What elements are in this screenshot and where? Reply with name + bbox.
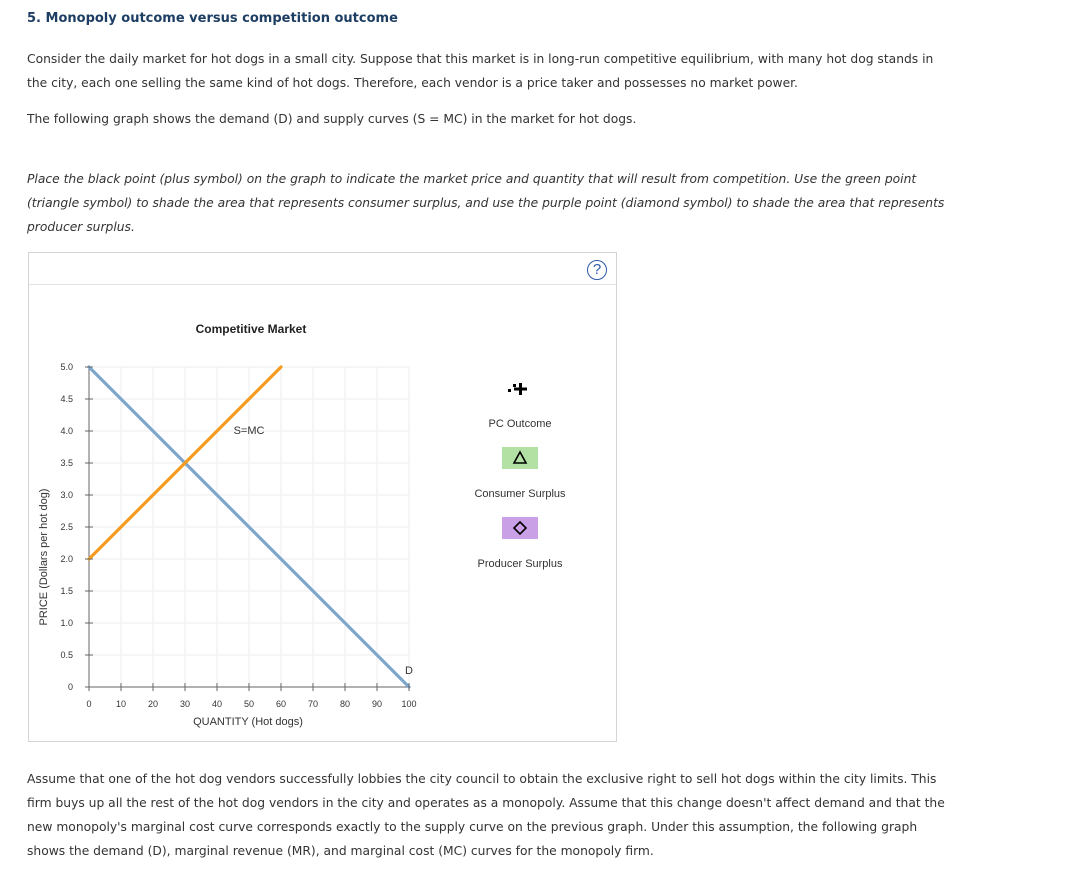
y-tick-label: 2.0 [60, 554, 73, 564]
y-tick-label: 4.5 [60, 394, 73, 404]
x-tick-label: 50 [243, 699, 255, 709]
plus-icon [508, 383, 527, 395]
supply-curve-label: S=MC [233, 425, 265, 438]
pc-outcome-tool[interactable] [489, 383, 552, 430]
y-tick-label: 0 [67, 682, 73, 692]
graph-panel-toolbar [29, 253, 616, 285]
demand-curve-label: D [405, 665, 413, 678]
producer-surplus-tool[interactable] [478, 517, 563, 570]
intro-paragraph: Consider the daily market for hot dogs in a small city. Suppose that this market is in long-run competitive equilibrium, with many hot dog stands in the city, each one selling the same kind of hot dogs. Therefore, each vendor is a price taker and possesses no market power. [27, 52, 934, 90]
graph-panel [28, 252, 617, 742]
x-tick-label: 60 [275, 699, 287, 709]
chart-title: Competitive Market [195, 322, 307, 336]
y-tick-label: 1.5 [60, 586, 73, 596]
producer-surplus-label: Producer Surplus [477, 558, 563, 570]
competitive-market-chart[interactable] [29, 285, 616, 741]
x-tick-label: 90 [371, 699, 383, 709]
y-tick-label: 2.5 [60, 522, 73, 532]
y-tick-label: 3.5 [60, 458, 73, 468]
help-icon[interactable]: ? [587, 260, 607, 280]
x-tick-label: 20 [147, 699, 159, 709]
x-tick-label: 10 [115, 699, 127, 709]
x-tick-label: 30 [179, 699, 191, 709]
instructions-paragraph: Place the black point (plus symbol) on the graph to indicate the market price and quantity that will result from competition. Use the green point (triangle symbol) to shade the area that represents consumer surplus, and use the purple point (diamond symbol) to shade the area that represents producer surplus. [27, 172, 945, 234]
x-tick-label: 100 [401, 699, 417, 709]
question-title: 5. Monopoly outcome versus competition outcome [27, 11, 398, 26]
x-tick-label: 70 [307, 699, 319, 709]
y-tick-label: 4.0 [60, 426, 73, 436]
y-tick-label: 0.5 [60, 650, 73, 660]
x-tick-label: 80 [339, 699, 351, 709]
y-tick-label: 5.0 [60, 362, 73, 372]
y-axis-label: PRICE (Dollars per hot dog) [38, 488, 50, 626]
followup-paragraph: Assume that one of the hot dog vendors successfully lobbies the city council to obtain the exclusive right to sell hot dogs within the city limits. This firm buys up all the rest of the hot dog vendors in the city and operates as a monopoly. Assume that this change doesn't affect demand and that the new monopoly's marginal cost curve corresponds exactly to the supply curve on the previous graph. Under this assumption, the following graph shows the demand (D), marginal revenue (MR), and marginal cost (MC) curves for the monopoly firm. [27, 772, 945, 858]
y-tick-label: 3.0 [60, 490, 73, 500]
consumer-surplus-tool[interactable] [474, 447, 566, 500]
consumer-surplus-label: Consumer Surplus [474, 488, 566, 500]
pc-outcome-label: PC Outcome [488, 418, 552, 430]
x-tick-label: 0 [86, 699, 92, 709]
x-tick-label: 40 [211, 699, 223, 709]
x-axis-label: QUANTITY (Hot dogs) [193, 716, 303, 728]
y-tick-label: 1.0 [60, 618, 73, 628]
graph-intro-paragraph: The following graph shows the demand (D) and supply curves (S = MC) in the market for hot dogs. [27, 112, 637, 126]
